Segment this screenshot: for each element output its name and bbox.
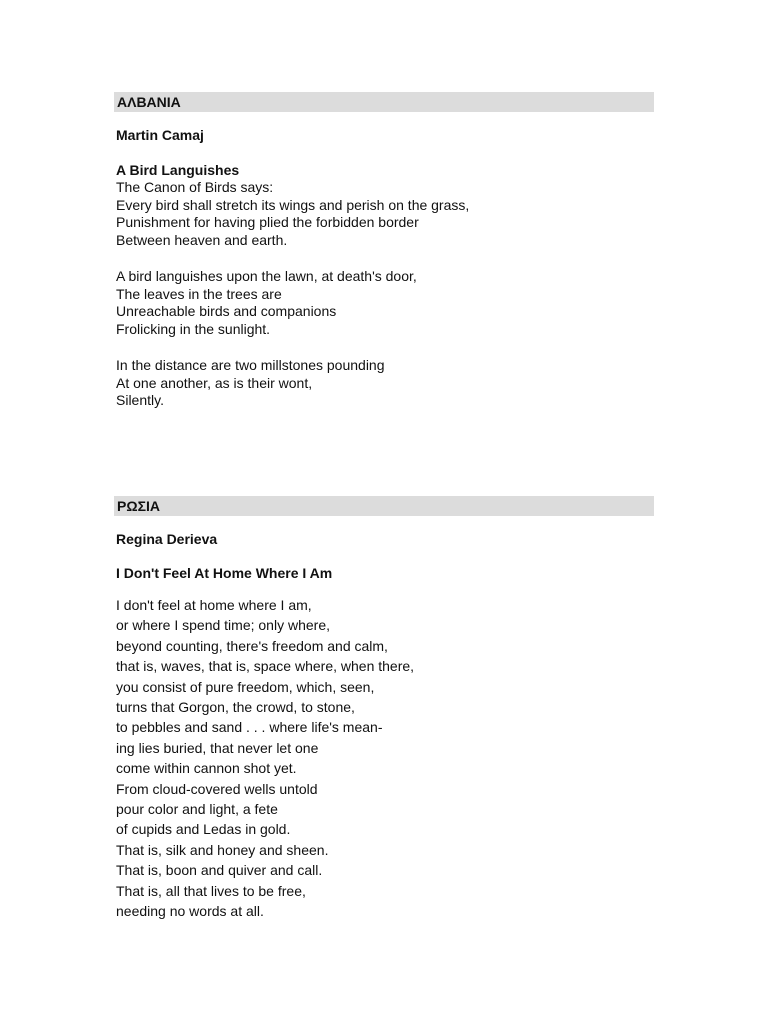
poem-stanza: [116, 595, 414, 922]
poem-line: Unreachable birds and companions: [116, 303, 337, 320]
poem-line: That is, silk and honey and sheen.: [116, 841, 329, 858]
section-header-label: ΑΛΒΑΝΙΑ: [117, 94, 181, 110]
poem-line: or where I spend time; only where,: [116, 617, 330, 634]
poem-line: to pebbles and sand . . . where life's mean-: [116, 719, 383, 736]
poem-line: Punishment for having plied the forbidden border: [116, 214, 419, 231]
poem-line: come within cannon shot yet.: [116, 760, 297, 777]
section-header-label: ΡΩΣΙΑ: [117, 498, 160, 514]
section-header-albania: [114, 92, 654, 112]
poem-stanza: [116, 268, 417, 338]
poem-stanza: [116, 357, 385, 410]
poem-line: beyond counting, there's freedom and calm,: [116, 637, 388, 654]
poem-line: I don't feel at home where I am,: [116, 597, 312, 613]
poem-title: I Don't Feel At Home Where I Am: [116, 565, 333, 581]
poem-line: A bird languishes upon the lawn, at death's door,: [116, 268, 417, 284]
poem-line: That is, all that lives to be free,: [116, 882, 306, 899]
poem-line: that is, waves, that is, space where, when there,: [116, 658, 415, 675]
poem-line: At one another, as is their wont,: [116, 374, 313, 391]
poet-name: Martin Camaj: [116, 127, 204, 143]
section-header-russia: [114, 496, 654, 516]
poem-line: Between heaven and earth.: [116, 231, 288, 248]
poem-line: That is, boon and quiver and call.: [116, 862, 323, 879]
poem-line: From cloud-covered wells untold: [116, 780, 318, 797]
poem-line: you consist of pure freedom, which, seen,: [116, 678, 375, 695]
poem-line: Silently.: [116, 392, 164, 409]
poem-line: The leaves in the trees are: [116, 285, 282, 302]
poet-name: Regina Derieva: [116, 531, 218, 547]
poem-line: In the distance are two millstones pounding: [116, 357, 385, 373]
poem-line: The Canon of Birds says:: [116, 179, 274, 195]
poem-line: ing lies buried, that never let one: [116, 739, 319, 756]
poem-line: of cupids and Ledas in gold.: [116, 821, 291, 838]
poem-line: needing no words at all.: [116, 903, 264, 920]
poem-stanza: [116, 179, 469, 249]
poem-line: turns that Gorgon, the crowd, to stone,: [116, 699, 355, 716]
poem-line: Frolicking in the sunlight.: [116, 320, 271, 337]
poem-line: pour color and light, a fete: [116, 801, 278, 818]
poem-title: A Bird Languishes: [116, 162, 240, 178]
poem-line: Every bird shall stretch its wings and perish on the grass,: [116, 196, 470, 213]
